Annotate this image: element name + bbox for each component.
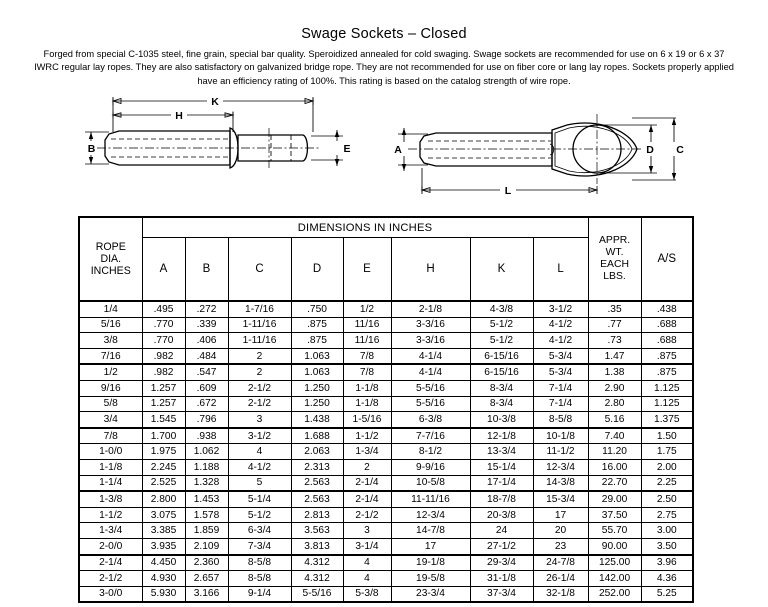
cell-e: 7/8 xyxy=(343,364,391,380)
cell-c: 3-1/2 xyxy=(228,428,291,444)
cell-l: 23 xyxy=(533,538,588,554)
cell-e: 1-3/4 xyxy=(343,444,391,460)
cell-d: 2.563 xyxy=(291,491,343,507)
table-row xyxy=(79,538,693,554)
cell-b: .938 xyxy=(185,428,228,444)
cell-d: 2.813 xyxy=(291,507,343,523)
cell-as: 2.25 xyxy=(641,475,693,491)
cell-k: 29-3/4 xyxy=(470,555,533,571)
cell-e: 2-1/4 xyxy=(343,475,391,491)
cell-l: 26-1/4 xyxy=(533,571,588,587)
cell-wt: 5.16 xyxy=(588,412,641,428)
cell-k: 13-3/4 xyxy=(470,444,533,460)
cell-e: 5-3/8 xyxy=(343,586,391,602)
cell-l: 17 xyxy=(533,507,588,523)
cell-b: .547 xyxy=(185,364,228,380)
cell-k: 24 xyxy=(470,523,533,539)
cell-as: .688 xyxy=(641,317,693,333)
cell-wt: 55.70 xyxy=(588,523,641,539)
cell-as: 4.36 xyxy=(641,571,693,587)
cell-l: 24-7/8 xyxy=(533,555,588,571)
table-header xyxy=(79,217,693,301)
cell-a: .495 xyxy=(142,301,185,317)
cell-d: .875 xyxy=(291,317,343,333)
cell-l: 7-1/4 xyxy=(533,380,588,396)
cell-wt: 22.70 xyxy=(588,475,641,491)
table-row xyxy=(79,475,693,491)
cell-c: 2 xyxy=(228,364,291,380)
cell-rope: 7/8 xyxy=(79,428,142,444)
table-row xyxy=(79,412,693,428)
dimension-h xyxy=(113,108,233,132)
cell-a: .770 xyxy=(142,333,185,349)
dimension-label-k: K xyxy=(211,96,219,109)
cell-b: 1.453 xyxy=(185,491,228,507)
table-row xyxy=(79,333,693,349)
header-wt-line-1: APPR. xyxy=(598,234,631,246)
cell-wt: 2.80 xyxy=(588,396,641,412)
cell-b: .339 xyxy=(185,317,228,333)
socket-barrel-body xyxy=(97,128,321,168)
table-body xyxy=(79,301,693,602)
cell-d: 1.063 xyxy=(291,348,343,364)
cell-as: .688 xyxy=(641,333,693,349)
table-row xyxy=(79,571,693,587)
cell-d: 1.063 xyxy=(291,364,343,380)
cell-b: 1.062 xyxy=(185,444,228,460)
table-row xyxy=(79,491,693,507)
cell-k: 37-3/4 xyxy=(470,586,533,602)
cell-c: 4 xyxy=(228,444,291,460)
cell-rope: 1-3/8 xyxy=(79,491,142,507)
cell-b: .272 xyxy=(185,301,228,317)
cell-wt: 7.40 xyxy=(588,428,641,444)
cell-e: 1-1/2 xyxy=(343,428,391,444)
cell-l: 7-1/4 xyxy=(533,396,588,412)
cell-k: 18-7/8 xyxy=(470,491,533,507)
cell-rope: 5/8 xyxy=(79,396,142,412)
cell-h: 4-1/4 xyxy=(391,348,470,364)
cell-d: 1.250 xyxy=(291,396,343,412)
header-rope-dia xyxy=(79,217,142,301)
cell-wt: 11.20 xyxy=(588,444,641,460)
cell-a: .982 xyxy=(142,364,185,380)
cell-d: 5-5/16 xyxy=(291,586,343,602)
table-row xyxy=(79,523,693,539)
cell-wt: 37.50 xyxy=(588,507,641,523)
cell-a: 4.450 xyxy=(142,555,185,571)
specification-table xyxy=(78,216,694,603)
cell-b: 1.859 xyxy=(185,523,228,539)
header-wt-line-3: EACH xyxy=(600,259,629,270)
cell-h: 5-5/16 xyxy=(391,396,470,412)
table-row xyxy=(79,301,693,317)
cell-h: 19-1/8 xyxy=(391,555,470,571)
swage-socket-shank-drawing xyxy=(75,92,375,200)
cell-b: 1.188 xyxy=(185,459,228,475)
header-approx-weight xyxy=(588,217,641,301)
cell-wt: 1.38 xyxy=(588,364,641,380)
cell-k: 12-1/8 xyxy=(470,428,533,444)
cell-rope: 2-1/2 xyxy=(79,571,142,587)
cell-h: 4-1/4 xyxy=(391,364,470,380)
cell-d: 4.312 xyxy=(291,555,343,571)
cell-wt: 29.00 xyxy=(588,491,641,507)
cell-e: 2 xyxy=(343,459,391,475)
cell-l: 10-1/8 xyxy=(533,428,588,444)
cell-l: 14-3/8 xyxy=(533,475,588,491)
table-row xyxy=(79,364,693,380)
table-row xyxy=(79,586,693,602)
cell-a: 1.257 xyxy=(142,396,185,412)
cell-k: 17-1/4 xyxy=(470,475,533,491)
cell-c: 5-1/4 xyxy=(228,491,291,507)
cell-as: .438 xyxy=(641,301,693,317)
cell-a: 3.935 xyxy=(142,538,185,554)
cell-as: 5.25 xyxy=(641,586,693,602)
cell-h: 7-7/16 xyxy=(391,428,470,444)
cell-wt: 90.00 xyxy=(588,538,641,554)
cell-a: 4.930 xyxy=(142,571,185,587)
cell-wt: 142.00 xyxy=(588,571,641,587)
cell-a: 1.545 xyxy=(142,412,185,428)
cell-a: 2.245 xyxy=(142,459,185,475)
header-col-b: B xyxy=(185,238,228,302)
header-dimensions-in-inches: DIMENSIONS IN INCHES xyxy=(142,217,588,238)
cell-rope: 3/4 xyxy=(79,412,142,428)
cell-rope: 1-1/8 xyxy=(79,459,142,475)
header-wt-line-4: LBS. xyxy=(603,271,626,283)
cell-h: 3-3/16 xyxy=(391,317,470,333)
cell-h: 5-5/16 xyxy=(391,380,470,396)
cell-e: 2-1/2 xyxy=(343,507,391,523)
cell-l: 4-1/2 xyxy=(533,333,588,349)
cell-c: 6-3/4 xyxy=(228,523,291,539)
cell-d: 2.563 xyxy=(291,475,343,491)
cell-c: 4-1/2 xyxy=(228,459,291,475)
specification-table-container xyxy=(78,216,692,603)
cell-rope: 1-1/4 xyxy=(79,475,142,491)
cell-k: 5-1/2 xyxy=(470,317,533,333)
cell-as: 2.00 xyxy=(641,459,693,475)
cell-e: 4 xyxy=(343,555,391,571)
cell-e: 1-1/8 xyxy=(343,396,391,412)
dimension-label-b: B xyxy=(87,143,96,156)
cell-rope: 1-3/4 xyxy=(79,523,142,539)
table-row xyxy=(79,459,693,475)
cell-a: 3.385 xyxy=(142,523,185,539)
cell-h: 2-1/8 xyxy=(391,301,470,317)
header-rope-line-2: DIA. xyxy=(100,252,122,265)
dimension-label-d: D xyxy=(646,144,654,157)
cell-rope: 3-0/0 xyxy=(79,586,142,602)
cell-h: 12-3/4 xyxy=(391,507,470,523)
cell-wt: 2.90 xyxy=(588,380,641,396)
cell-l: 4-1/2 xyxy=(533,317,588,333)
table-row xyxy=(79,555,693,571)
cell-d: 2.313 xyxy=(291,459,343,475)
cell-rope: 9/16 xyxy=(79,380,142,396)
dimension-label-c: C xyxy=(676,144,684,157)
cell-rope: 3/8 xyxy=(79,333,142,349)
cell-a: 1.975 xyxy=(142,444,185,460)
cell-a: 1.257 xyxy=(142,380,185,396)
cell-l: 32-1/8 xyxy=(533,586,588,602)
cell-h: 23-3/4 xyxy=(391,586,470,602)
header-col-c: C xyxy=(228,238,291,302)
cell-c: 3 xyxy=(228,412,291,428)
cell-l: 3-1/2 xyxy=(533,301,588,317)
cell-e: 11/16 xyxy=(343,317,391,333)
cell-d: 1.250 xyxy=(291,380,343,396)
cell-d: 3.563 xyxy=(291,523,343,539)
table-row xyxy=(79,380,693,396)
cell-a: 1.700 xyxy=(142,428,185,444)
header-row-group xyxy=(79,217,693,238)
cell-l: 11-1/2 xyxy=(533,444,588,460)
cell-as: 1.50 xyxy=(641,428,693,444)
cell-h: 11-11/16 xyxy=(391,491,470,507)
cell-e: 11/16 xyxy=(343,333,391,349)
cell-l: 20 xyxy=(533,523,588,539)
cell-d: .750 xyxy=(291,301,343,317)
cell-h: 9-9/16 xyxy=(391,459,470,475)
cell-b: 2.657 xyxy=(185,571,228,587)
swage-socket-eye-drawing xyxy=(392,92,692,200)
cell-rope: 1/2 xyxy=(79,364,142,380)
cell-e: 1-5/16 xyxy=(343,412,391,428)
cell-k: 15-1/4 xyxy=(470,459,533,475)
cell-as: 3.96 xyxy=(641,555,693,571)
cell-c: 8-5/8 xyxy=(228,571,291,587)
cell-c: 2-1/2 xyxy=(228,380,291,396)
cell-e: 1-1/8 xyxy=(343,380,391,396)
dimension-label-a: A xyxy=(394,144,402,157)
cell-rope: 1/4 xyxy=(79,301,142,317)
dimension-label-l: L xyxy=(504,185,512,198)
socket-eye-body xyxy=(408,114,644,184)
cell-b: .796 xyxy=(185,412,228,428)
dimension-label-e: E xyxy=(343,143,351,156)
cell-d: 1.688 xyxy=(291,428,343,444)
cell-k: 10-3/8 xyxy=(470,412,533,428)
cell-c: 1-11/16 xyxy=(228,317,291,333)
cell-e: 1/2 xyxy=(343,301,391,317)
cell-rope: 2-0/0 xyxy=(79,538,142,554)
cell-e: 7/8 xyxy=(343,348,391,364)
cell-l: 8-5/8 xyxy=(533,412,588,428)
header-wt-line-2: WT. xyxy=(605,246,624,258)
cell-h: 14-7/8 xyxy=(391,523,470,539)
cell-wt: 125.00 xyxy=(588,555,641,571)
cell-h: 3-3/16 xyxy=(391,333,470,349)
cell-c: 9-1/4 xyxy=(228,586,291,602)
header-col-l: L xyxy=(533,238,588,302)
cell-e: 3 xyxy=(343,523,391,539)
cell-c: 5-1/2 xyxy=(228,507,291,523)
dimension-k xyxy=(113,94,313,132)
cell-wt: .73 xyxy=(588,333,641,349)
table-row xyxy=(79,317,693,333)
cell-c: 8-5/8 xyxy=(228,555,291,571)
cell-l: 5-3/4 xyxy=(533,348,588,364)
intro-paragraph: Forged from special C-1035 steel, fine grain, special bar quality. Speroidized annealed for cold swaging. Swage sockets are recommended for use on 6 x 19 or 6 x 37 IWRC regular lay ropes. They are also satisfactory on galvanized bridge rope. They are not recommended for use on fiber core or lang lay ropes. Sockets properly applied have an efficiency rating of 100%. This rating is based on the catalog strength of wire rope. xyxy=(34,49,734,86)
cell-h: 6-3/8 xyxy=(391,412,470,428)
cell-as: 1.125 xyxy=(641,396,693,412)
cell-rope: 7/16 xyxy=(79,348,142,364)
table-row xyxy=(79,507,693,523)
cell-as: 1.125 xyxy=(641,380,693,396)
cell-k: 31-1/8 xyxy=(470,571,533,587)
cell-b: .406 xyxy=(185,333,228,349)
cell-k: 4-3/8 xyxy=(470,301,533,317)
cell-d: 4.312 xyxy=(291,571,343,587)
cell-c: 1-7/16 xyxy=(228,301,291,317)
cell-h: 19-5/8 xyxy=(391,571,470,587)
cell-c: 2-1/2 xyxy=(228,396,291,412)
cell-a: 2.525 xyxy=(142,475,185,491)
cell-k: 6-15/16 xyxy=(470,364,533,380)
cell-h: 17 xyxy=(391,538,470,554)
cell-b: 3.166 xyxy=(185,586,228,602)
cell-rope: 1-0/0 xyxy=(79,444,142,460)
cell-as: .875 xyxy=(641,348,693,364)
cell-k: 8-3/4 xyxy=(470,380,533,396)
cell-k: 6-15/16 xyxy=(470,348,533,364)
cell-d: 1.438 xyxy=(291,412,343,428)
dimension-label-h: H xyxy=(175,110,183,123)
cell-d: .875 xyxy=(291,333,343,349)
cell-k: 8-3/4 xyxy=(470,396,533,412)
dimension-l xyxy=(422,168,597,197)
cell-e: 3-1/4 xyxy=(343,538,391,554)
cell-b: .672 xyxy=(185,396,228,412)
cell-c: 2 xyxy=(228,348,291,364)
cell-as: 3.00 xyxy=(641,523,693,539)
cell-b: 1.578 xyxy=(185,507,228,523)
table-row xyxy=(79,444,693,460)
cell-b: .484 xyxy=(185,348,228,364)
cell-as: 1.375 xyxy=(641,412,693,428)
cell-b: 2.360 xyxy=(185,555,228,571)
cell-as: .875 xyxy=(641,364,693,380)
cell-rope: 1-1/2 xyxy=(79,507,142,523)
cell-d: 2.063 xyxy=(291,444,343,460)
cell-l: 15-3/4 xyxy=(533,491,588,507)
cell-l: 12-3/4 xyxy=(533,459,588,475)
cell-e: 2-1/4 xyxy=(343,491,391,507)
cell-a: 2.800 xyxy=(142,491,185,507)
cell-k: 5-1/2 xyxy=(470,333,533,349)
cell-a: 3.075 xyxy=(142,507,185,523)
header-col-e: E xyxy=(343,238,391,302)
table-row xyxy=(79,428,693,444)
header-as: A/S xyxy=(641,217,693,301)
cell-b: .609 xyxy=(185,380,228,396)
table-row xyxy=(79,348,693,364)
cell-c: 1-11/16 xyxy=(228,333,291,349)
page-title: Swage Sockets – Closed xyxy=(301,26,467,42)
cell-c: 5 xyxy=(228,475,291,491)
cell-e: 4 xyxy=(343,571,391,587)
header-col-k: K xyxy=(470,238,533,302)
cell-k: 20-3/8 xyxy=(470,507,533,523)
cell-a: .982 xyxy=(142,348,185,364)
cell-wt: .77 xyxy=(588,317,641,333)
cell-rope: 5/16 xyxy=(79,317,142,333)
header-col-d: D xyxy=(291,238,343,302)
cell-c: 7-3/4 xyxy=(228,538,291,554)
cell-wt: 1.47 xyxy=(588,348,641,364)
cell-b: 2.109 xyxy=(185,538,228,554)
table-row xyxy=(79,396,693,412)
cell-as: 2.50 xyxy=(641,491,693,507)
cell-a: .770 xyxy=(142,317,185,333)
cell-as: 3.50 xyxy=(641,538,693,554)
cell-a: 5.930 xyxy=(142,586,185,602)
cell-h: 8-1/2 xyxy=(391,444,470,460)
cell-h: 10-5/8 xyxy=(391,475,470,491)
header-col-a: A xyxy=(142,238,185,302)
cell-l: 5-3/4 xyxy=(533,364,588,380)
cell-as: 1.75 xyxy=(641,444,693,460)
cell-wt: 252.00 xyxy=(588,586,641,602)
cell-as: 2.75 xyxy=(641,507,693,523)
header-col-h: H xyxy=(391,238,470,302)
header-rope-line-3: INCHES xyxy=(90,265,131,278)
cell-rope: 2-1/4 xyxy=(79,555,142,571)
technical-drawings xyxy=(0,92,768,200)
cell-wt: .35 xyxy=(588,301,641,317)
cell-b: 1.328 xyxy=(185,475,228,491)
dimension-a xyxy=(394,128,428,171)
cell-wt: 16.00 xyxy=(588,459,641,475)
cell-k: 27-1/2 xyxy=(470,538,533,554)
cell-d: 3.813 xyxy=(291,538,343,554)
header-rope-line-1: ROPE xyxy=(95,240,126,253)
